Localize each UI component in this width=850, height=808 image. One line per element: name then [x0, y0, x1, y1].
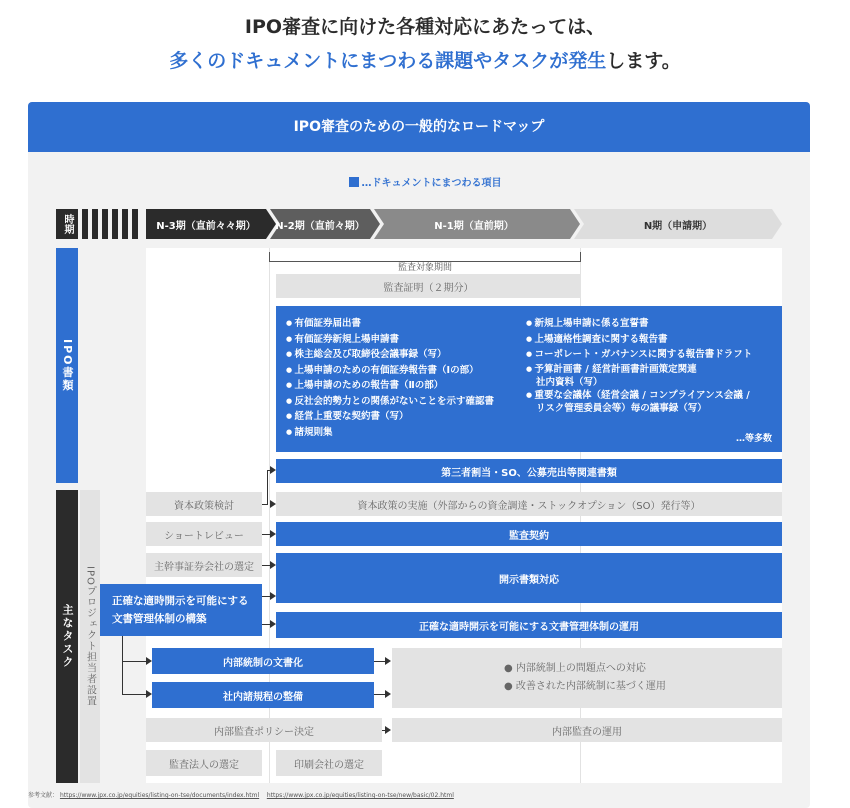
connector	[122, 694, 148, 695]
list-item: ● 上場申請のための報告書（Ⅱの部）	[286, 378, 494, 394]
project-staff-label: IPOプロジェクト担当者設置	[80, 490, 100, 783]
phase-stripe	[92, 209, 98, 239]
phase-n2: N-2期（直前々期）	[275, 220, 365, 232]
list-item: ● 諸規則集	[286, 425, 494, 441]
phase-n3: N-3期（直前々々期）	[156, 220, 256, 232]
phase-label: 時期	[56, 209, 78, 239]
reference-link[interactable]: https://www.jpx.co.jp/equities/listing-on-tse/documents/index.html	[59, 792, 260, 799]
legend	[0, 174, 850, 189]
list-item: ● 改善された内部統制に基づく運用	[504, 681, 666, 692]
third-party-docs: 第三者割当・SO、公募売出等関連書類	[276, 459, 782, 483]
arrow-icon	[270, 500, 276, 508]
connector	[122, 636, 123, 694]
list-item: ● 経営上重要な契約書（写）	[286, 409, 494, 425]
capital-policy-impl: 資本政策の実施（外部からの資金調達・ストックオプション（SO）発行等）	[276, 492, 782, 516]
arrow-icon	[270, 466, 276, 474]
internal-control-doc: 内部統制の文書化	[152, 648, 374, 674]
capital-policy-review: 資本政策検討	[146, 492, 262, 516]
audit-period: 監査対象期間	[269, 255, 581, 274]
list-item: ● 重要な会議体（経営会議 / コンプライアンス会議 /	[526, 389, 752, 402]
audit-cert: 監査証明（２期分）	[276, 274, 581, 298]
internal-rules: 社内諸規程の整備	[152, 682, 374, 708]
legend-square-icon	[349, 177, 359, 187]
printer-selection: 印刷会社の選定	[276, 750, 382, 776]
heading-line-2	[0, 46, 850, 73]
list-item: ● 内部統制上の問題点への対応	[504, 663, 646, 674]
list-item: ● 新規上場申請に係る宣誓書	[526, 316, 752, 332]
connector	[262, 534, 270, 535]
list-item: ● 反社会的勢力との関係がないことを示す確認書	[286, 394, 494, 410]
disclosure-docs: 開示書類対応	[276, 553, 782, 603]
references	[28, 790, 454, 799]
ipo-docs-label: IPO書類	[56, 248, 78, 483]
more-note: …等多数	[735, 434, 772, 444]
list-item: ● コーポレート・ガバナンスに関する報告書ドラフト	[526, 347, 752, 363]
phase-stripe	[132, 209, 138, 239]
phase-n1: N-1期（直前期）	[434, 220, 514, 232]
phase-stripe	[82, 209, 88, 239]
list-item: ● 予算計画書 / 経営計画書計画策定関連	[526, 363, 752, 376]
internal-audit-run: 内部監査の運用	[392, 718, 782, 742]
list-item: ● 有価証券新規上場申請書	[286, 332, 494, 348]
connector	[262, 624, 270, 625]
doc-mgmt-build: 正確な適時開示を可能にする文書管理体制の構築	[100, 584, 262, 636]
phase-n: N期（申請期）	[643, 220, 713, 232]
legend-text: …ドキュメントにまつわる項目	[361, 178, 502, 189]
list-item: ● 上場適格性調査に関する報告書	[526, 332, 752, 348]
roadmap-title: IPO審査のための一般的なロードマップ	[28, 102, 810, 152]
doc-list-left	[286, 316, 494, 440]
connector	[262, 596, 270, 597]
doc-mgmt-run: 正確な適時開示を可能にする文書管理体制の運用	[276, 612, 782, 638]
audit-contract: 監査契約	[276, 522, 782, 546]
heading-highlight: 多くのドキュメントにまつわる課題やタスクが発生	[169, 50, 607, 72]
phase-stripe	[122, 209, 128, 239]
phase-stripe	[112, 209, 118, 239]
arrow-icon	[385, 657, 391, 665]
list-item: ● 株主総会及び取締役会議事録（写）	[286, 347, 494, 363]
arrow-icon	[385, 690, 391, 698]
underwriter-selection: 主幹事証券会社の選定	[146, 553, 262, 577]
heading-line-1: IPO審査に向けた各種対応にあたっては、	[244, 16, 606, 38]
list-item: ● 上場申請のための有価証券報告書（Ⅰの部）	[286, 363, 494, 379]
phase-stripe	[102, 209, 108, 239]
connector	[122, 661, 148, 662]
internal-audit-policy: 内部監査ポリシー決定	[146, 718, 382, 742]
connector	[267, 470, 268, 505]
arrow-icon	[385, 726, 391, 734]
list-item: リスク管理委員会等）毎の議事録（写）	[536, 402, 707, 414]
list-item: 社内資料（写）	[536, 376, 603, 388]
reference-link[interactable]: https://www.jpx.co.jp/equities/listing-on-tse/new/basic/02.html	[266, 792, 454, 799]
doc-list-right	[526, 316, 752, 415]
tasks-label: 主なタスク	[56, 490, 78, 783]
heading-tail: します。	[606, 50, 681, 72]
list-item: ● 有価証券届出書	[286, 316, 494, 332]
audit-firm-selection: 監査法人の選定	[146, 750, 262, 776]
short-review: ショートレビュー	[146, 522, 262, 546]
references-label: 参考文献：	[28, 792, 59, 799]
ipo-doc-list	[276, 306, 782, 452]
connector	[262, 565, 270, 566]
internal-control-ops	[392, 648, 782, 708]
